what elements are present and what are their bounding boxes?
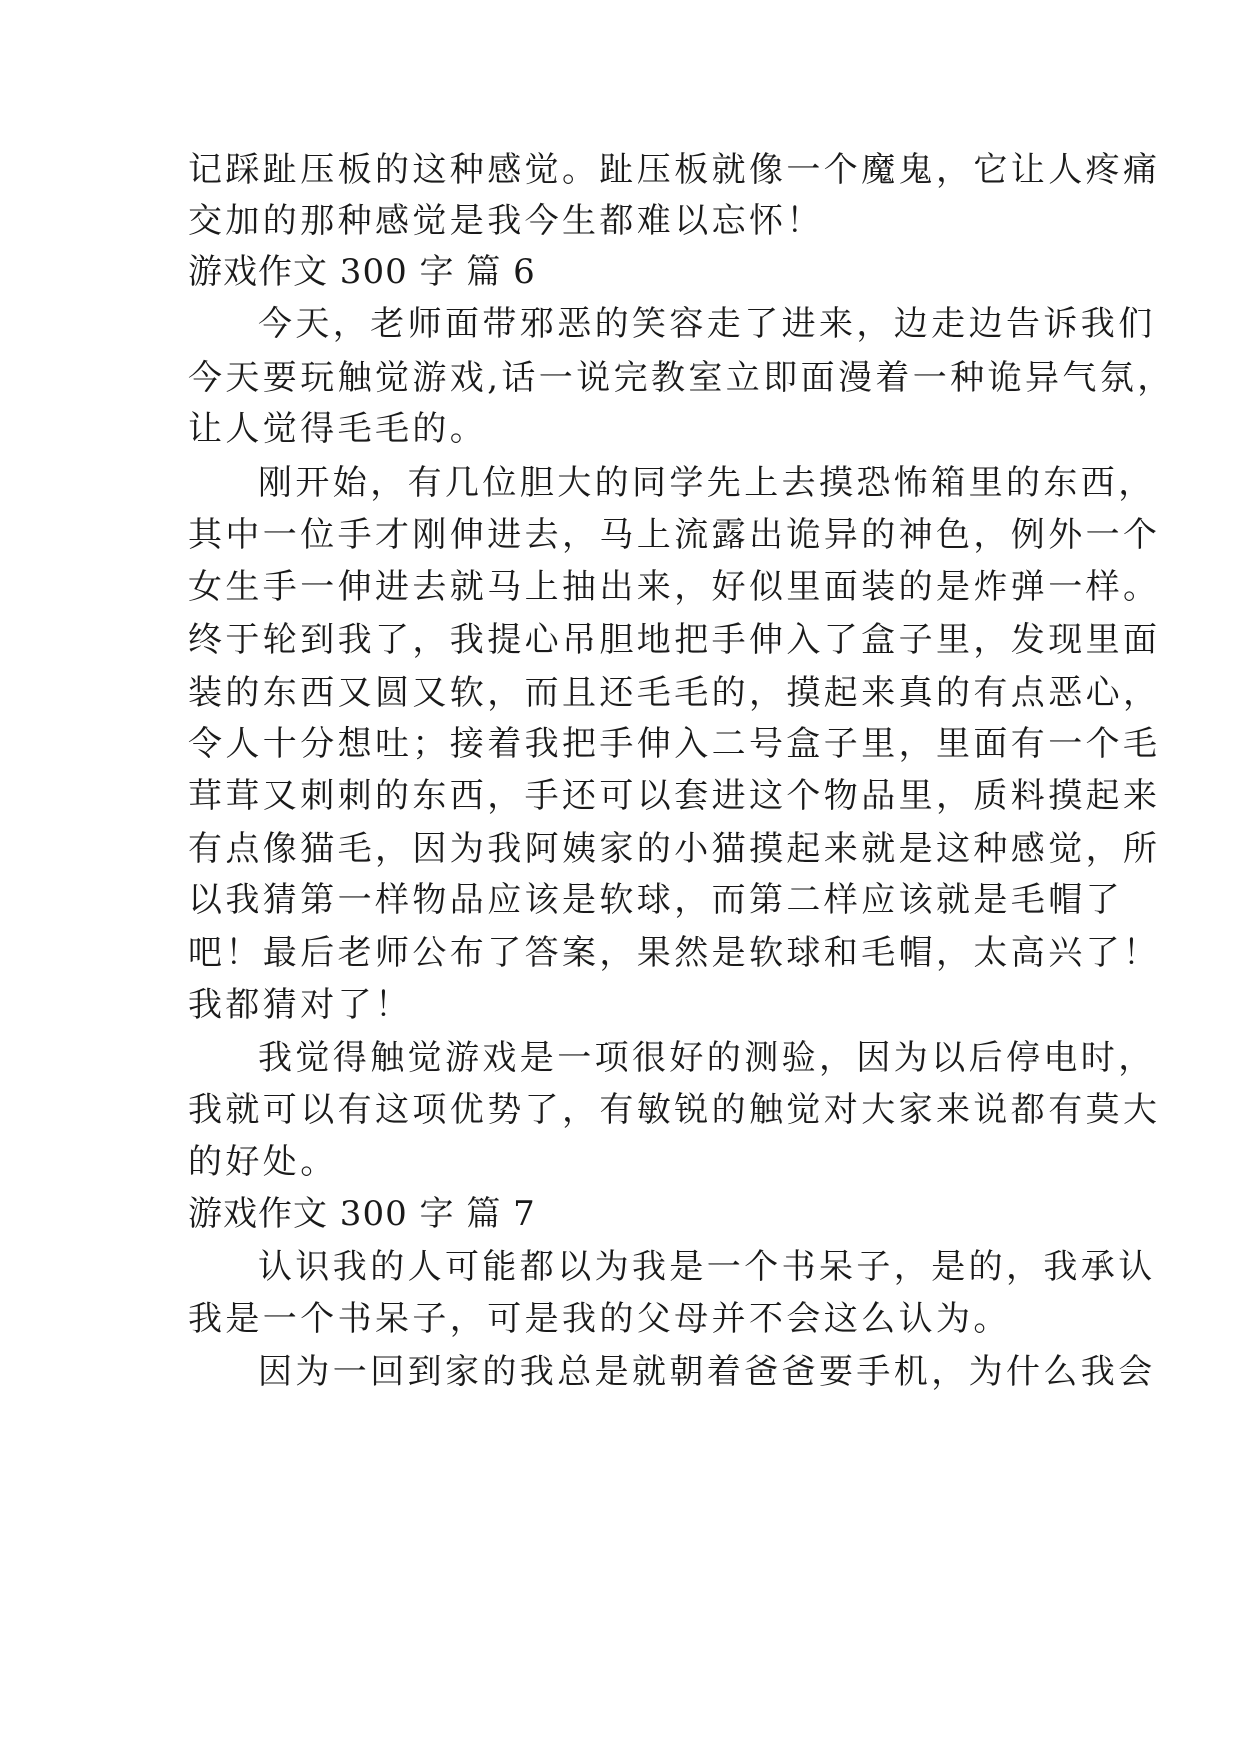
paragraph-line: 今天，老师面带邪恶的笑容走了进来，边走边告诉我们 xyxy=(258,304,1156,344)
paragraph-line: 我都猜对了！ xyxy=(188,985,413,1025)
paragraph-line: 装的东西又圆又软，而且还毛毛的，摸起来真的有点恶心， xyxy=(188,673,1161,713)
paragraph-line: 终于轮到我了，我提心吊胆地把手伸入了盒子里，发现里面 xyxy=(188,620,1161,660)
paragraph-line: 吧！最后老师公布了答案，果然是软球和毛帽，太高兴了！ xyxy=(188,933,1161,973)
paragraph-line: 茸茸又刺刺的东西，手还可以套进这个物品里，质料摸起来 xyxy=(188,776,1161,816)
paragraph-line: 让人觉得毛毛的。 xyxy=(188,409,488,449)
paragraph-line: 刚开始，有几位胆大的同学先上去摸恐怖箱里的东西， xyxy=(258,463,1156,503)
paragraph-line: 有点像猫毛，因为我阿姨家的小猫摸起来就是这种感觉，所 xyxy=(188,829,1161,869)
paragraph-line: 我是一个书呆子，可是我的父母并不会这么认为。 xyxy=(188,1299,1011,1339)
paragraph-line: 以我猜第一样物品应该是软球，而第二样应该就是毛帽了 xyxy=(188,880,1123,920)
essay-heading: 游戏作文 300 字 篇 7 xyxy=(188,1194,536,1234)
paragraph-line: 记踩趾压板的这种感觉。趾压板就像一个魔鬼，它让人疼痛 xyxy=(188,150,1161,190)
paragraph-line: 其中一位手才刚伸进去，马上流露出诡异的神色，例外一个 xyxy=(188,515,1161,555)
paragraph-line: 女生手一伸进去就马上抽出来，好似里面装的是炸弹一样。 xyxy=(188,567,1161,607)
paragraph-line: 我就可以有这项优势了，有敏锐的触觉对大家来说都有莫大 xyxy=(188,1090,1161,1130)
essay-heading: 游戏作文 300 字 篇 6 xyxy=(188,252,536,292)
paragraph-line: 令人十分想吐；接着我把手伸入二号盒子里，里面有一个毛 xyxy=(188,724,1161,764)
paragraph-line: 认识我的人可能都以为我是一个书呆子，是的，我承认 xyxy=(258,1247,1156,1287)
paragraph-line: 我觉得触觉游戏是一项很好的测验，因为以后停电时， xyxy=(258,1038,1156,1078)
paragraph-line: 今天要玩触觉游戏,话一说完教室立即面漫着一种诡异气氛， xyxy=(188,358,1175,398)
paragraph-line: 因为一回到家的我总是就朝着爸爸要手机，为什么我会 xyxy=(258,1352,1156,1392)
paragraph-line: 交加的那种感觉是我今生都难以忘怀！ xyxy=(188,201,824,241)
paragraph-line: 的好处。 xyxy=(188,1142,338,1182)
